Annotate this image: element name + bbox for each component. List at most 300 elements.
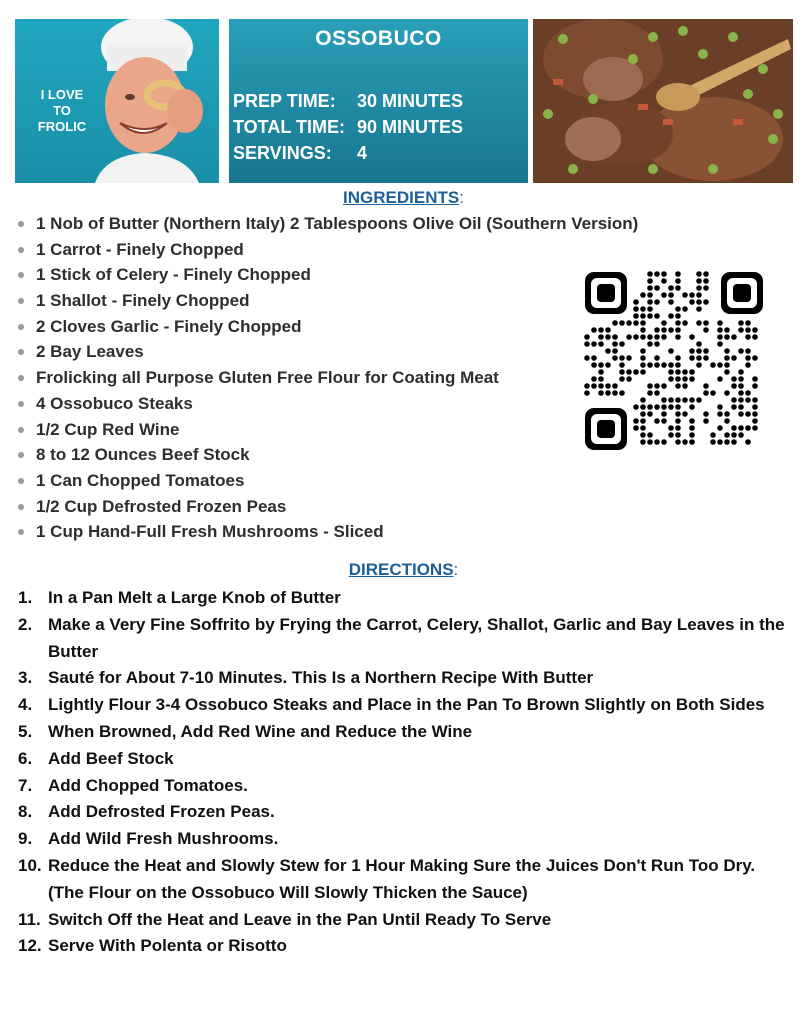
qr-module-dot bbox=[738, 383, 744, 389]
qr-module-dot bbox=[717, 334, 723, 340]
qr-module-dot bbox=[661, 327, 667, 333]
qr-module-dot bbox=[689, 355, 695, 361]
qr-module-dot bbox=[654, 418, 660, 424]
qr-module-dot bbox=[633, 418, 639, 424]
qr-module-dot bbox=[738, 404, 744, 410]
qr-module-dot bbox=[668, 313, 674, 319]
step-number: 8. bbox=[18, 802, 33, 822]
bullet-icon bbox=[18, 324, 24, 330]
qr-module-dot bbox=[703, 327, 709, 333]
qr-module-dot bbox=[675, 397, 681, 403]
qr-module-dot bbox=[668, 404, 674, 410]
qr-module-dot bbox=[640, 334, 646, 340]
ingredient-text: 4 Ossobuco Steaks bbox=[36, 393, 193, 413]
badge-line-3: FROLIC bbox=[37, 119, 87, 134]
bullet-icon bbox=[18, 452, 24, 458]
qr-module-dot bbox=[752, 383, 758, 389]
bullet-icon bbox=[18, 247, 24, 253]
ingredient-text: 1 Carrot - Finely Chopped bbox=[36, 239, 244, 259]
qr-module-dot bbox=[710, 390, 716, 396]
qr-module-dot bbox=[689, 299, 695, 305]
qr-module-dot bbox=[668, 299, 674, 305]
step-text: Reduce the Heat and Slowly Stew for 1 Hour Making Sure the Juices Don't Run Too Dry. (The Flour on the Ossobuco Will Slowly Thicken the Sauce) bbox=[48, 855, 756, 902]
qr-module-dot bbox=[633, 299, 639, 305]
qr-module-dot bbox=[752, 425, 758, 431]
total-time-value: 90 MINUTES bbox=[357, 117, 464, 137]
qr-module-dot bbox=[703, 355, 709, 361]
qr-module-dot bbox=[584, 390, 590, 396]
bullet-icon bbox=[18, 504, 24, 510]
qr-module-dot bbox=[738, 432, 744, 438]
qr-module-dot bbox=[731, 404, 737, 410]
ingredients-heading-label: INGREDIENTS bbox=[343, 188, 460, 207]
qr-module-dot bbox=[696, 285, 702, 291]
qr-module-dot bbox=[731, 425, 737, 431]
qr-module-dot bbox=[752, 397, 758, 403]
qr-module-dot bbox=[675, 278, 681, 284]
qr-module-dot bbox=[598, 383, 604, 389]
qr-code[interactable] bbox=[583, 270, 765, 452]
qr-module-dot bbox=[752, 334, 758, 340]
qr-module-dot bbox=[591, 383, 597, 389]
step-number: 12. bbox=[18, 936, 42, 956]
qr-module-dot bbox=[682, 411, 688, 417]
direction-step bbox=[18, 612, 793, 666]
qr-module-dot bbox=[647, 383, 653, 389]
step-number: 4. bbox=[18, 695, 33, 715]
qr-module-dot bbox=[661, 404, 667, 410]
direction-step bbox=[18, 853, 793, 907]
qr-module-dot bbox=[619, 355, 625, 361]
step-number: 9. bbox=[18, 829, 33, 849]
qr-module-dot bbox=[654, 271, 660, 277]
qr-module-dot bbox=[731, 439, 737, 445]
qr-module-dot bbox=[668, 348, 674, 354]
bullet-icon bbox=[18, 478, 24, 484]
prep-time-row bbox=[233, 91, 464, 112]
qr-module-dot bbox=[661, 334, 667, 340]
qr-module-dot bbox=[689, 369, 695, 375]
qr-module-dot bbox=[689, 432, 695, 438]
qr-module-dot bbox=[598, 369, 604, 375]
qr-module-dot bbox=[668, 285, 674, 291]
qr-module-dot bbox=[654, 313, 660, 319]
qr-module-dot bbox=[647, 439, 653, 445]
qr-module-dot bbox=[612, 320, 618, 326]
qr-module-dot bbox=[633, 404, 639, 410]
prep-time-label: PREP TIME: bbox=[233, 91, 336, 111]
qr-module-dot bbox=[668, 432, 674, 438]
qr-module-dot bbox=[654, 341, 660, 347]
qr-module-dot bbox=[605, 390, 611, 396]
qr-module-dot bbox=[647, 299, 653, 305]
qr-module-dot bbox=[626, 334, 632, 340]
qr-module-dot bbox=[591, 327, 597, 333]
qr-module-dot bbox=[724, 432, 730, 438]
qr-module-dot bbox=[717, 320, 723, 326]
qr-module-dot bbox=[640, 313, 646, 319]
qr-module-dot bbox=[675, 362, 681, 368]
qr-module-dot bbox=[689, 439, 695, 445]
qr-module-dot bbox=[675, 418, 681, 424]
qr-module-dot bbox=[703, 411, 709, 417]
qr-module-dot bbox=[661, 362, 667, 368]
qr-module-dot bbox=[738, 411, 744, 417]
step-text: Add Beef Stock bbox=[48, 748, 174, 768]
qr-module-dot bbox=[605, 383, 611, 389]
qr-module-dot bbox=[675, 383, 681, 389]
qr-module-dot bbox=[661, 271, 667, 277]
bullet-icon bbox=[18, 349, 24, 355]
qr-module-dot bbox=[640, 418, 646, 424]
step-number: 6. bbox=[18, 748, 33, 768]
qr-module-dot bbox=[752, 355, 758, 361]
qr-module-dot bbox=[598, 341, 604, 347]
qr-module-dot bbox=[689, 292, 695, 298]
qr-module-dot bbox=[696, 348, 702, 354]
qr-module-dot bbox=[745, 439, 751, 445]
qr-module-dot bbox=[724, 334, 730, 340]
qr-module-dot bbox=[689, 397, 695, 403]
qr-module-dot bbox=[745, 327, 751, 333]
qr-module-dot bbox=[633, 320, 639, 326]
ingredient-item bbox=[18, 495, 708, 521]
qr-module-dot bbox=[703, 320, 709, 326]
qr-module-dot bbox=[612, 390, 618, 396]
servings-row bbox=[233, 143, 368, 164]
qr-module-dot bbox=[745, 334, 751, 340]
qr-module-dot bbox=[675, 432, 681, 438]
qr-module-dot bbox=[633, 369, 639, 375]
qr-module-dot bbox=[661, 411, 667, 417]
qr-module-dot bbox=[661, 292, 667, 298]
qr-module-dot bbox=[689, 425, 695, 431]
qr-module-dot bbox=[647, 313, 653, 319]
qr-module-dot bbox=[675, 320, 681, 326]
qr-module-dot bbox=[591, 341, 597, 347]
qr-module-dot bbox=[703, 418, 709, 424]
qr-module-dot bbox=[598, 334, 604, 340]
qr-module-dot bbox=[752, 411, 758, 417]
qr-module-dot bbox=[598, 327, 604, 333]
qr-module-dot bbox=[605, 348, 611, 354]
qr-module-dot bbox=[640, 320, 646, 326]
bullet-icon bbox=[18, 375, 24, 381]
ingredient-item bbox=[18, 238, 708, 264]
qr-module-dot bbox=[668, 376, 674, 382]
qr-module-dot bbox=[738, 397, 744, 403]
qr-module-dot bbox=[738, 327, 744, 333]
qr-module-dot bbox=[696, 320, 702, 326]
qr-module-dot bbox=[675, 369, 681, 375]
ingredients-heading bbox=[0, 188, 807, 208]
qr-module-dot bbox=[640, 306, 646, 312]
qr-module-dot bbox=[654, 439, 660, 445]
qr-module-dot bbox=[703, 390, 709, 396]
bullet-icon bbox=[18, 221, 24, 227]
qr-module-dot bbox=[619, 362, 625, 368]
direction-step bbox=[18, 692, 793, 719]
i-love-to-frolic-badge bbox=[27, 87, 97, 135]
qr-module-dot bbox=[717, 341, 723, 347]
qr-module-dot bbox=[724, 355, 730, 361]
qr-module-dot bbox=[633, 313, 639, 319]
qr-module-dot bbox=[647, 292, 653, 298]
qr-module-dot bbox=[633, 425, 639, 431]
qr-module-dot bbox=[668, 425, 674, 431]
qr-module-dot bbox=[668, 292, 674, 298]
qr-module-dot bbox=[647, 390, 653, 396]
qr-module-dot bbox=[682, 292, 688, 298]
direction-step bbox=[18, 746, 793, 773]
qr-module-dot bbox=[731, 383, 737, 389]
qr-module-dot bbox=[612, 355, 618, 361]
direction-step bbox=[18, 773, 793, 800]
qr-module-dot bbox=[626, 376, 632, 382]
qr-module-dot bbox=[745, 425, 751, 431]
qr-module-dot bbox=[647, 306, 653, 312]
ossobuco-dish-photo bbox=[533, 19, 793, 183]
qr-module-dot bbox=[675, 327, 681, 333]
qr-module-dot bbox=[731, 334, 737, 340]
ingredient-item bbox=[18, 520, 708, 546]
step-number: 3. bbox=[18, 668, 33, 688]
ingredient-text: 2 Bay Leaves bbox=[36, 342, 144, 362]
qr-module-dot bbox=[626, 369, 632, 375]
qr-module-dot bbox=[612, 383, 618, 389]
qr-module-dot bbox=[675, 271, 681, 277]
qr-module-dot bbox=[640, 292, 646, 298]
ingredient-text: 8 to 12 Ounces Beef Stock bbox=[36, 445, 250, 465]
qr-module-dot bbox=[647, 411, 653, 417]
qr-module-dot bbox=[682, 306, 688, 312]
qr-module-dot bbox=[675, 376, 681, 382]
direction-step bbox=[18, 665, 793, 692]
qr-module-dot bbox=[738, 369, 744, 375]
qr-module-dot bbox=[654, 285, 660, 291]
step-number: 1. bbox=[18, 588, 33, 607]
qr-module-dot bbox=[668, 369, 674, 375]
step-text: When Browned, Add Red Wine and Reduce the Wine bbox=[48, 721, 473, 741]
qr-module-dot bbox=[738, 390, 744, 396]
qr-module-dot bbox=[654, 362, 660, 368]
qr-module-dot bbox=[703, 348, 709, 354]
qr-finder-top-right bbox=[721, 272, 763, 314]
qr-module-dot bbox=[591, 355, 597, 361]
qr-finder-bottom-left bbox=[585, 408, 627, 450]
qr-module-dot bbox=[605, 362, 611, 368]
qr-module-dot bbox=[675, 425, 681, 431]
qr-module-dot bbox=[731, 355, 737, 361]
bullet-icon bbox=[18, 529, 24, 535]
qr-module-dot bbox=[745, 390, 751, 396]
bullet-icon bbox=[18, 298, 24, 304]
qr-module-dot bbox=[675, 439, 681, 445]
qr-module-dot bbox=[654, 299, 660, 305]
step-number: 10. bbox=[18, 855, 42, 875]
qr-module-dot bbox=[661, 320, 667, 326]
directions-heading-label: DIRECTIONS bbox=[348, 560, 454, 579]
step-text: Switch Off the Heat and Leave in the Pan Until Ready To Serve bbox=[48, 909, 552, 929]
qr-module-dot bbox=[724, 348, 730, 354]
bullet-icon bbox=[18, 272, 24, 278]
qr-module-dot bbox=[752, 327, 758, 333]
qr-module-dot bbox=[717, 327, 723, 333]
qr-module-dot bbox=[703, 271, 709, 277]
qr-module-dot bbox=[675, 306, 681, 312]
qr-module-dot bbox=[661, 383, 667, 389]
qr-module-dot bbox=[647, 278, 653, 284]
qr-module-dot bbox=[696, 341, 702, 347]
qr-module-dot bbox=[640, 432, 646, 438]
qr-module-dot bbox=[619, 390, 625, 396]
qr-module-dot bbox=[654, 334, 660, 340]
qr-module-dot bbox=[605, 327, 611, 333]
qr-module-dot bbox=[612, 341, 618, 347]
qr-module-dot bbox=[661, 397, 667, 403]
direction-step bbox=[18, 907, 793, 934]
qr-module-dot bbox=[640, 369, 646, 375]
qr-module-dot bbox=[696, 278, 702, 284]
qr-module-dot bbox=[633, 306, 639, 312]
qr-module-dot bbox=[626, 320, 632, 326]
qr-module-dot bbox=[661, 418, 667, 424]
qr-module-dot bbox=[696, 355, 702, 361]
qr-module-dot bbox=[745, 348, 751, 354]
qr-finder-top-left bbox=[585, 272, 627, 314]
qr-module-dot bbox=[640, 397, 646, 403]
qr-module-dot bbox=[584, 383, 590, 389]
step-number: 7. bbox=[18, 775, 33, 795]
qr-module-dot bbox=[605, 334, 611, 340]
qr-module-dot bbox=[633, 334, 639, 340]
qr-module-dot bbox=[654, 327, 660, 333]
qr-module-dot bbox=[668, 397, 674, 403]
qr-module-dot bbox=[675, 285, 681, 291]
qr-module-dot bbox=[717, 411, 723, 417]
qr-module-dot bbox=[626, 355, 632, 361]
directions-heading bbox=[0, 560, 807, 580]
qr-module-dot bbox=[710, 432, 716, 438]
qr-module-dot bbox=[654, 383, 660, 389]
direction-step bbox=[18, 826, 793, 853]
qr-module-dot bbox=[717, 425, 723, 431]
qr-module-dot bbox=[738, 348, 744, 354]
total-time-row bbox=[233, 117, 464, 138]
total-time-label: TOTAL TIME: bbox=[233, 117, 345, 137]
qr-module-dot bbox=[668, 327, 674, 333]
ingredients-heading-colon: : bbox=[459, 188, 464, 207]
qr-module-dot bbox=[682, 376, 688, 382]
qr-module-dot bbox=[598, 376, 604, 382]
ingredient-text: 1/2 Cup Defrosted Frozen Peas bbox=[36, 496, 287, 516]
qr-module-dot bbox=[724, 369, 730, 375]
qr-module-dot bbox=[710, 439, 716, 445]
qr-module-dot bbox=[640, 425, 646, 431]
qr-module-dot bbox=[619, 369, 625, 375]
bullet-icon bbox=[18, 401, 24, 407]
qr-module-dot bbox=[710, 362, 716, 368]
qr-module-dot bbox=[724, 390, 730, 396]
qr-module-dot bbox=[696, 299, 702, 305]
qr-module-dot bbox=[654, 404, 660, 410]
qr-module-dot bbox=[612, 348, 618, 354]
qr-module-dot bbox=[745, 411, 751, 417]
qr-module-dot bbox=[752, 404, 758, 410]
qr-module-dot bbox=[745, 320, 751, 326]
qr-module-dot bbox=[675, 334, 681, 340]
badge-line-2: TO bbox=[53, 103, 71, 118]
qr-module-dot bbox=[696, 306, 702, 312]
qr-module-dot bbox=[654, 390, 660, 396]
qr-module-dot bbox=[675, 313, 681, 319]
qr-module-dot bbox=[738, 320, 744, 326]
qr-module-dot bbox=[717, 362, 723, 368]
qr-module-dot bbox=[689, 376, 695, 382]
ingredient-text: 2 Cloves Garlic - Finely Chopped bbox=[36, 316, 302, 336]
qr-module-dot bbox=[619, 320, 625, 326]
qr-module-dot bbox=[654, 355, 660, 361]
qr-module-dot bbox=[661, 278, 667, 284]
qr-module-dot bbox=[689, 404, 695, 410]
qr-module-dot bbox=[703, 383, 709, 389]
step-text: Add Defrosted Frozen Peas. bbox=[48, 802, 275, 822]
qr-module-dot bbox=[682, 439, 688, 445]
qr-module-dot bbox=[696, 271, 702, 277]
qr-module-dot bbox=[640, 355, 646, 361]
qr-module-dot bbox=[703, 285, 709, 291]
qr-module-dot bbox=[745, 397, 751, 403]
qr-module-dot bbox=[724, 418, 730, 424]
qr-module-dot bbox=[675, 355, 681, 361]
qr-module-dot bbox=[703, 278, 709, 284]
qr-module-dot bbox=[724, 362, 730, 368]
qr-module-dot bbox=[682, 397, 688, 403]
step-text: Sauté for About 7-10 Minutes. This Is a Northern Recipe With Butter bbox=[48, 668, 594, 688]
qr-module-dot bbox=[738, 376, 744, 382]
direction-step bbox=[18, 933, 793, 960]
directions-list bbox=[18, 585, 793, 960]
bullet-icon bbox=[18, 427, 24, 433]
qr-module-dot bbox=[689, 348, 695, 354]
qr-module-dot bbox=[752, 418, 758, 424]
qr-module-dot bbox=[647, 271, 653, 277]
qr-module-dot bbox=[619, 341, 625, 347]
direction-step bbox=[18, 799, 793, 826]
step-text: In a Pan Melt a Large Knob of Butter bbox=[48, 588, 341, 607]
qr-module-dot bbox=[640, 348, 646, 354]
qr-module-dot bbox=[731, 376, 737, 382]
servings-label: SERVINGS: bbox=[233, 143, 332, 163]
qr-module-dot bbox=[584, 355, 590, 361]
qr-module-dot bbox=[675, 411, 681, 417]
step-number: 2. bbox=[18, 614, 33, 634]
qr-module-dot bbox=[647, 334, 653, 340]
qr-module-dot bbox=[647, 285, 653, 291]
ingredient-text: 1/2 Cup Red Wine bbox=[36, 419, 180, 439]
qr-module-dot bbox=[619, 376, 625, 382]
step-text: Lightly Flour 3-4 Ossobuco Steaks and Place in the Pan To Brown Slightly on Both Sides bbox=[48, 695, 765, 715]
ingredient-text: 1 Cup Hand-Full Fresh Mushrooms - Sliced bbox=[36, 522, 384, 542]
qr-module-dot bbox=[647, 362, 653, 368]
qr-module-dot bbox=[668, 362, 674, 368]
qr-module-dot bbox=[640, 327, 646, 333]
qr-module-dot bbox=[731, 397, 737, 403]
qr-module-dot bbox=[682, 383, 688, 389]
ingredient-text: Frolicking all Purpose Gluten Free Flour for Coating Meat bbox=[36, 368, 499, 388]
prep-time-value: 30 MINUTES bbox=[357, 91, 464, 111]
ingredient-item bbox=[18, 469, 708, 495]
